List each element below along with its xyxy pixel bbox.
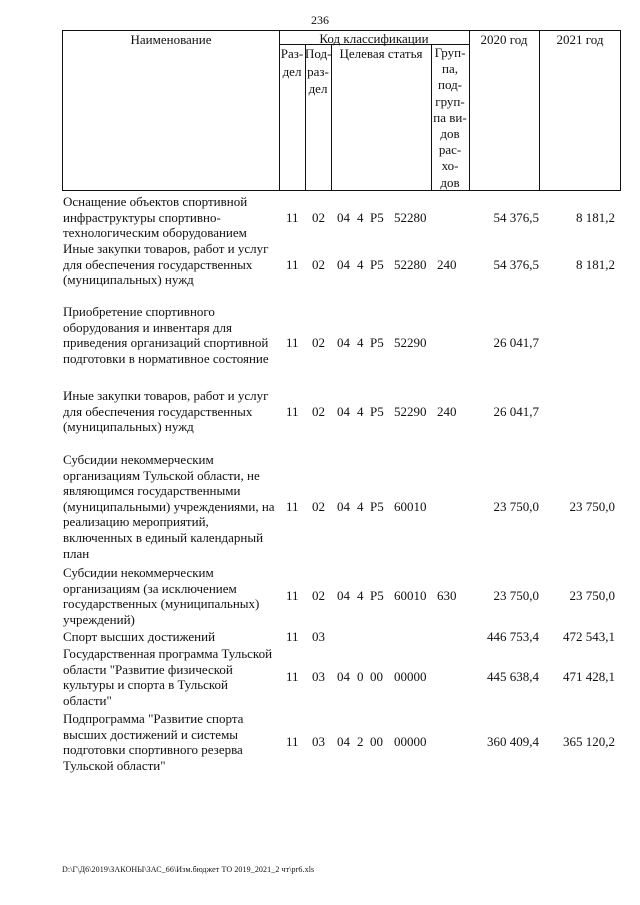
row-razdel: 11 bbox=[286, 669, 299, 685]
row-target-program: 04 bbox=[337, 209, 350, 225]
row-podrazdel: 02 bbox=[312, 588, 325, 604]
row-target-program: 04 bbox=[337, 498, 350, 514]
header-target-article: Целевая статья bbox=[339, 46, 423, 61]
row-value-2020: 360 409,4 bbox=[487, 734, 539, 750]
row-podrazdel: 03 bbox=[312, 734, 325, 750]
row-name: Спорт высших достижений bbox=[63, 629, 216, 644]
row-target-code: 52280 bbox=[394, 209, 427, 225]
row-razdel: 11 bbox=[286, 588, 299, 604]
header-razdel: Раз- дел bbox=[280, 46, 304, 79]
row-target-program: 04 bbox=[337, 256, 350, 272]
row-target-subprogram: 4 bbox=[357, 498, 364, 514]
row-value-2020: 26 041,7 bbox=[493, 403, 539, 419]
row-target-direction: P5 bbox=[370, 403, 384, 419]
row-podrazdel: 02 bbox=[312, 209, 325, 225]
row-target-code: 52280 bbox=[394, 256, 427, 272]
row-name: Субсидии некоммерческим организациям (за исключением государственных (муниципальных) учреждений) bbox=[63, 565, 260, 627]
header-year-2020: 2020 год bbox=[480, 32, 528, 47]
row-name: Иные закупки товаров, работ и услуг для обеспечения государственных (муниципальных) нужд bbox=[63, 388, 269, 435]
row-target-direction: 00 bbox=[370, 669, 383, 685]
row-expense-group: 630 bbox=[437, 588, 457, 604]
header-code: Код классификации bbox=[319, 31, 429, 46]
row-target-program: 04 bbox=[337, 335, 350, 351]
row-target-subprogram: 4 bbox=[357, 256, 364, 272]
page-number: 236 bbox=[311, 13, 329, 27]
row-name: Оснащение объектов спортивной инфраструктуры спортивно- технологическим оборудованием bbox=[63, 194, 248, 241]
row-target-subprogram: 4 bbox=[357, 403, 364, 419]
row-target-direction: P5 bbox=[370, 498, 384, 514]
row-podrazdel: 03 bbox=[312, 669, 325, 685]
row-razdel: 11 bbox=[286, 629, 299, 644]
row-value-2020: 23 750,0 bbox=[493, 588, 539, 604]
row-value-2021: 471 428,1 bbox=[563, 669, 615, 685]
row-target-subprogram: 4 bbox=[357, 209, 364, 225]
header-expense-group: Груп- па, под- груп- па ви- дов рас- хо- дов bbox=[433, 45, 467, 190]
row-target-code: 60010 bbox=[394, 498, 427, 514]
row-expense-group: 240 bbox=[437, 403, 457, 419]
row-target-program: 04 bbox=[337, 588, 350, 604]
row-value-2020: 445 638,4 bbox=[487, 669, 539, 685]
row-target-program: 04 bbox=[337, 669, 350, 685]
row-podrazdel: 02 bbox=[312, 256, 325, 272]
header-name: Наименование bbox=[130, 32, 212, 47]
row-value-2020: 446 753,4 bbox=[487, 629, 539, 644]
row-value-2021: 23 750,0 bbox=[569, 498, 615, 514]
row-target-code: 00000 bbox=[394, 734, 427, 750]
row-target-subprogram: 4 bbox=[357, 588, 364, 604]
row-value-2020: 54 376,5 bbox=[493, 209, 539, 225]
row-podrazdel: 02 bbox=[312, 498, 325, 514]
row-value-2020: 23 750,0 bbox=[493, 498, 539, 514]
row-target-subprogram: 0 bbox=[357, 669, 364, 685]
row-name: Субсидии некоммерческим организациям Тульской области, не являющимся государственными (муниципальными) учреждениями, на реализацию мероприятий, включенных в единый календарный план bbox=[63, 452, 275, 561]
row-target-subprogram: 4 bbox=[357, 335, 364, 351]
row-target-direction: 00 bbox=[370, 734, 383, 750]
row-razdel: 11 bbox=[286, 209, 299, 225]
row-target-program: 04 bbox=[337, 403, 350, 419]
row-razdel: 11 bbox=[286, 734, 299, 750]
row-target-code: 52290 bbox=[394, 335, 427, 351]
header-year-2021: 2021 год bbox=[556, 32, 604, 47]
row-target-code: 60010 bbox=[394, 588, 427, 604]
row-value-2020: 54 376,5 bbox=[493, 256, 539, 272]
row-target-program: 04 bbox=[337, 734, 350, 750]
row-target-direction: P5 bbox=[370, 256, 384, 272]
row-razdel: 11 bbox=[286, 256, 299, 272]
row-razdel: 11 bbox=[286, 335, 299, 351]
row-razdel: 11 bbox=[286, 498, 299, 514]
row-podrazdel: 02 bbox=[312, 403, 325, 419]
row-target-direction: P5 bbox=[370, 335, 384, 351]
row-value-2021: 23 750,0 bbox=[569, 588, 615, 604]
row-expense-group: 240 bbox=[437, 256, 457, 272]
row-razdel: 11 bbox=[286, 403, 299, 419]
table-header bbox=[62, 30, 621, 191]
header-podrazdel: Под- раз- дел bbox=[305, 46, 332, 96]
file-path-footer: D:\Г\Д6\2019\ЗАКОНЫ\ЗАС_66\Изм.бюджет ТО 2019_2021_2 чт\pr6.xls bbox=[62, 865, 315, 874]
row-name: Приобретение спортивного оборудования и инвентаря для приведения организаций спортивной подготовки в нормативное состояние bbox=[63, 304, 269, 366]
row-target-direction: P5 bbox=[370, 588, 384, 604]
row-value-2021: 365 120,2 bbox=[563, 734, 615, 750]
row-name: Иные закупки товаров, работ и услуг для обеспечения государственных (муниципальных) нужд bbox=[63, 241, 269, 288]
row-name: Государственная программа Тульской области "Развитие физической культуры и спорта в Тульской области" bbox=[63, 646, 273, 708]
row-value-2020: 26 041,7 bbox=[493, 335, 539, 351]
row-target-code: 00000 bbox=[394, 669, 427, 685]
row-podrazdel: 02 bbox=[312, 335, 325, 351]
row-target-direction: P5 bbox=[370, 209, 384, 225]
row-podrazdel: 03 bbox=[312, 629, 325, 644]
row-value-2021: 8 181,2 bbox=[576, 209, 615, 225]
row-name: Подпрограмма "Развитие спорта высших достижений и системы подготовки спортивного резерва Тульской области" bbox=[63, 711, 244, 773]
row-value-2021: 472 543,1 bbox=[563, 629, 615, 644]
row-target-code: 52290 bbox=[394, 403, 427, 419]
row-value-2021: 8 181,2 bbox=[576, 256, 615, 272]
row-target-subprogram: 2 bbox=[357, 734, 364, 750]
